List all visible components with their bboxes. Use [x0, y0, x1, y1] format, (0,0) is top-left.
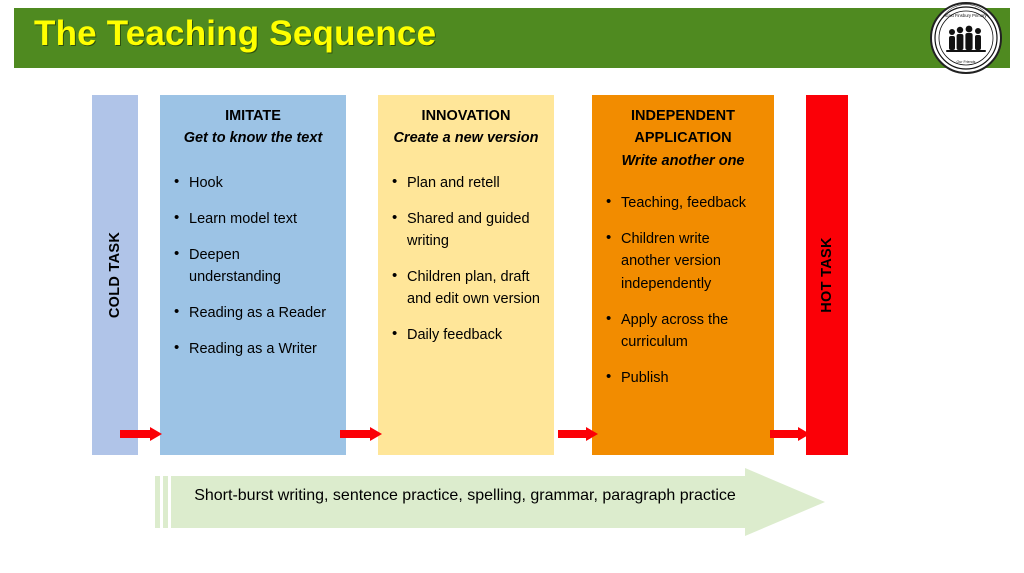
- short-burst-writing-label: Short-burst writing, sentence practice, spelling, grammar, paragraph practice: [194, 487, 736, 504]
- innovation-title: INNOVATION: [421, 108, 511, 124]
- list-item: • Apply across the curriculum: [604, 309, 762, 353]
- short-burst-writing-arrow: [155, 468, 825, 536]
- page-title: The Teaching Sequence: [34, 14, 437, 53]
- arrow-cold-to-imitate: [120, 427, 162, 441]
- cold-task-column: [92, 95, 138, 455]
- list-item: • Teaching, feedback: [604, 192, 762, 214]
- arrow-innovation-to-independent: [558, 427, 598, 441]
- list-item: • Deepen understanding: [172, 244, 334, 288]
- svg-text:East Finsbury Primary: East Finsbury Primary: [945, 13, 987, 18]
- list-item: • Children plan, draft and edit own version: [390, 266, 542, 310]
- independent-application-title: INDEPENDENT APPLICATION: [631, 108, 735, 147]
- imitate-column: [160, 95, 346, 455]
- innovation-bullet-list: [390, 172, 542, 346]
- independent-application-column: [592, 95, 774, 455]
- arrow-imitate-to-innovation: [340, 427, 382, 441]
- imitate-subtitle: Get to know the text: [183, 130, 323, 147]
- list-item: • Publish: [604, 367, 762, 389]
- hot-task-column: [806, 95, 848, 455]
- imitate-title: IMITATE: [225, 108, 281, 124]
- imitate-bullet-list: [172, 172, 334, 360]
- list-item: • Hook: [172, 172, 334, 194]
- innovation-subtitle: Create a new version: [393, 130, 539, 147]
- list-item: • Shared and guided writing: [390, 208, 542, 252]
- list-item: • Reading as a Writer: [172, 338, 334, 360]
- list-item: • Children write another version independently: [604, 228, 762, 294]
- school-crest-logo: [930, 2, 1002, 74]
- independent-application-subtitle: Write another one: [621, 152, 745, 169]
- list-item: • Plan and retell: [390, 172, 542, 194]
- svg-text:Our Friends: Our Friends: [956, 60, 976, 64]
- hot-task-label: HOT TASK: [819, 237, 835, 313]
- list-item: • Daily feedback: [390, 324, 542, 346]
- arrow-independent-to-hot: [770, 427, 810, 441]
- innovation-column: [378, 95, 554, 455]
- list-item: • Reading as a Reader: [172, 302, 334, 324]
- cold-task-label: COLD TASK: [107, 231, 123, 319]
- independent-application-bullet-list: [604, 192, 762, 388]
- list-item: • Learn model text: [172, 208, 334, 230]
